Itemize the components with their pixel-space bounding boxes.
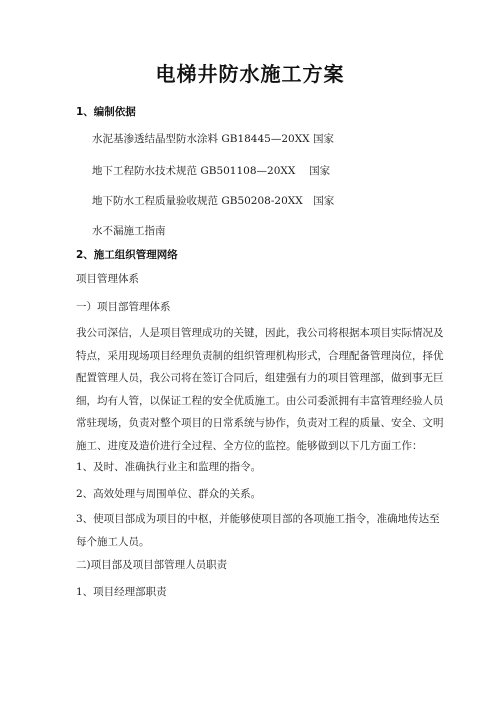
body-paragraph (76, 322, 444, 457)
subsection-title: 二)项目部及项目部管理人员职责 (76, 559, 228, 571)
list-item: 1、及时、准确执行业主和监理的指令。 (76, 461, 262, 473)
paragraph-line: 每个施工人员。 (76, 535, 150, 548)
reference-item: 地下工程防水技术规范 GB501108—20XX 国家 (92, 165, 331, 177)
subsection-title: 项目管理体系 (76, 273, 139, 285)
paragraph-line: 施工、进度及造价进行全过程、全方位的监控。能够做到以下几方面工作： (76, 439, 423, 452)
list-item: 2、高效处理与周围单位、群众的关系。 (76, 488, 262, 500)
reference-item: 水不漏施工指南 (92, 225, 166, 237)
reference-item: 地下防水工程质量验收规范 GB50208-20XX 国家 (92, 195, 335, 207)
document-title: 电梯井防水施工方案 (155, 62, 345, 86)
list-item-multiline (76, 508, 440, 553)
reference-item: 水泥基渗透结晶型防水涂料 GB18445—20XX 国家 (92, 133, 334, 145)
section-heading-basis: 1、编制依据 (76, 106, 136, 118)
subsection-title: 1、项目经理部职责 (76, 586, 167, 598)
paragraph-line: 特点，采用现场项目经理负责制的组织管理机构形式，合理配备管理岗位，择优 (76, 349, 444, 362)
paragraph-line: 细，均有人管，以保证工程的安全优质施工。由公司委派拥有丰富管理经验人员 (76, 394, 444, 407)
paragraph-line: 3、使项目部成为项目的中枢，并能够使项目部的各项施工指令，准确地传达至 (76, 513, 440, 525)
paragraph-line: 常驻现场，负责对整个项目的日常系统与协作，负责对工程的质量、安全、文明 (76, 417, 444, 429)
subsection-title: 一）项目部管理体系 (76, 301, 171, 313)
section-heading-organization: 2、施工组织管理网络 (76, 249, 178, 261)
paragraph-line: 配置管理人员，我公司将在签订合同后，组建强有力的项目管理部，做到事无巨 (76, 372, 444, 384)
paragraph-line: 我公司深信，人是项目管理成功的关键，因此，我公司将根据本项目实际情况及 (76, 327, 444, 339)
